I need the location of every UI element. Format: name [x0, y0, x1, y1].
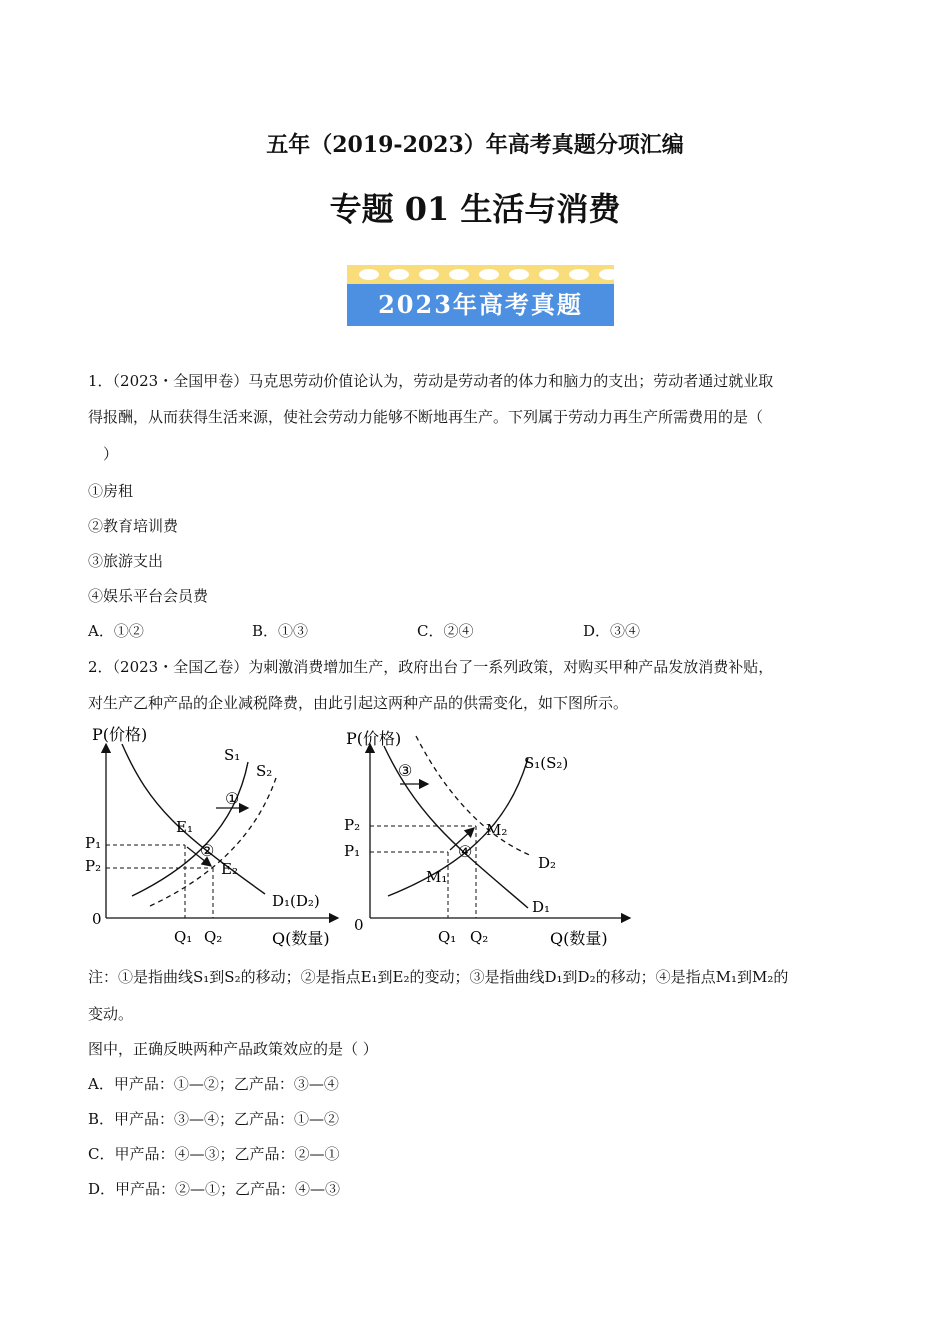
q2-question: 图中，正确反映两种产品政策效应的是（ ） [88, 1040, 378, 1058]
q1-item: ③旅游支出 [88, 552, 164, 570]
curve-label-d1: D₁ [532, 898, 551, 916]
q1-stem-line3: ） [103, 445, 119, 463]
marker-3: ③ [398, 761, 413, 780]
q2-note-line2: 变动。 [88, 1005, 134, 1023]
banner-label: 2023年高考真题 [347, 284, 614, 326]
demand-curve-d1 [122, 744, 265, 894]
q2-note-line1: 注：①是指曲线S₁到S₂的移动；②是指点E₁到E₂的变动；③是指曲线D₁到D₂的移动；④是指点M₁到M₂的 [88, 968, 789, 986]
curve-label-s2: S₂ [256, 762, 273, 780]
x-axis-label: Q(数量) [550, 929, 608, 948]
curve-label-d2: D₂ [538, 854, 557, 872]
tick-label-p2: P₂ [85, 857, 102, 875]
tick-label-q2: Q₂ [470, 928, 489, 946]
tick-label-q2: Q₂ [204, 928, 223, 946]
supply-demand-diagram-left [80, 718, 340, 950]
curve-label-s1s2: S₁(S₂) [524, 754, 569, 772]
point-label-m1: M₁ [426, 868, 448, 886]
q1-option-b[interactable]: B．①③ [252, 622, 309, 640]
q1-item: ①房租 [88, 482, 134, 500]
marker-4: ④ [458, 842, 473, 861]
point-label-e1: E₁ [176, 818, 193, 836]
q2-stem-line2: 对生产乙种产品的企业减税降费，由此引起这两种产品的供需变化，如下图所示。 [88, 694, 629, 712]
q1-item: ④娱乐平台会员费 [88, 587, 209, 605]
x-axis-label: Q(数量) [272, 929, 330, 948]
q1-item: ②教育培训费 [88, 517, 179, 535]
year-banner [347, 265, 614, 326]
q2-option-c[interactable]: C．甲产品：④—③；乙产品：②—① [88, 1145, 340, 1163]
tick-label-p1: P₁ [344, 842, 361, 860]
document-title: 专题 01 生活与消费 [329, 190, 621, 228]
tick-label-p1: P₁ [85, 834, 102, 852]
q1-stem-line2: 得报酬，从而获得生活来源，使社会劳动力能够不断地再生产。下列属于劳动力再生产所需费用的是（ [88, 408, 764, 426]
q1-option-c[interactable]: C．②④ [417, 622, 474, 640]
q1-option-a[interactable]: A．①② [88, 622, 144, 640]
y-axis-label: P(价格) [92, 725, 148, 744]
tick-label-p2: P₂ [344, 816, 361, 834]
q2-option-d[interactable]: D．甲产品：②—①；乙产品：④—③ [88, 1180, 341, 1198]
document-subtitle: 五年（2019-2023）年高考真题分项汇编 [266, 132, 684, 158]
demand-curve-d2 [416, 736, 532, 856]
q2-option-b[interactable]: B．甲产品：③—④；乙产品：①—② [88, 1110, 340, 1128]
tick-label-q1: Q₁ [438, 928, 457, 946]
origin-label: 0 [92, 910, 102, 928]
supply-demand-diagram-right [338, 718, 638, 950]
origin-label: 0 [354, 916, 364, 934]
marker-2: ② [200, 841, 215, 860]
point-label-m2: M₂ [486, 821, 508, 839]
q2-stem-line1: 2．（2023・全国乙卷）为刺激消费增加生产，政府出台了一系列政策，对购买甲种产品发放消费补贴， [88, 658, 774, 676]
point-label-e2: E₂ [221, 860, 238, 878]
curve-label-s1: S₁ [224, 746, 241, 764]
tick-label-q1: Q₁ [174, 928, 193, 946]
banner-decoration [347, 265, 614, 284]
q1-option-d[interactable]: D．③④ [583, 622, 641, 640]
q1-stem-line1: 1．（2023・全国甲卷）马克思劳动价值论认为，劳动是劳动者的体力和脑力的支出；劳动者通过就业取 [88, 372, 774, 390]
curve-label-d1d2: D₁(D₂) [272, 892, 320, 910]
marker-1: ① [225, 789, 240, 808]
y-axis-label: P(价格) [346, 729, 402, 748]
q2-option-a[interactable]: A．甲产品：①—②；乙产品：③—④ [88, 1075, 339, 1093]
